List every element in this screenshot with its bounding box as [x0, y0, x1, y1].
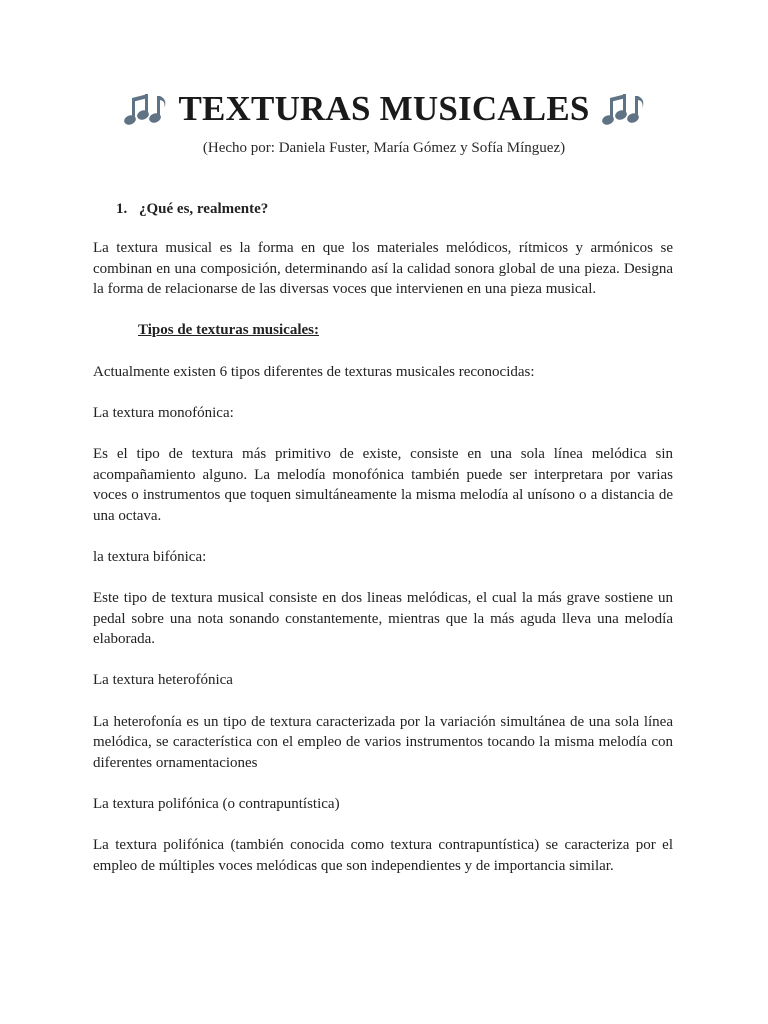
biphonic-paragraph: Este tipo de textura musical consiste en dos lineas melódicas, el cual la más grave sostiene un pedal sobre una nota sonando constantemente, mientras que la más aguda lleva una melodía elaborada. [93, 590, 673, 648]
types-subheading: Tipos de texturas musicales: [138, 322, 319, 339]
document-subtitle: (Hecho por: Daniela Fuster, María Gómez y Sofía Mínguez) [202, 140, 566, 156]
title-row [0, 88, 768, 130]
heterophonic-heading: La textura heterofónica [93, 672, 233, 689]
music-notes-icon [122, 88, 168, 130]
heterophonic-paragraph: La heterofonía es un tipo de textura caracterizada por la variación simultánea de una sola línea melódica, se característica con el empleo de varios instrumentos tocando la misma melodía con diferentes ornamentaciones [93, 713, 673, 771]
section-title: ¿Qué es, realmente? [139, 201, 269, 217]
document-body [93, 238, 673, 897]
types-intro-paragraph: Actualmente existen 6 tipos diferentes de texturas musicales reconocidas: [93, 363, 535, 380]
monophonic-heading: La textura monofónica: [93, 404, 234, 421]
polyphonic-paragraph: La textura polifónica (también conocida como textura contrapuntística) se caracteriza por el empleo de múltiples voces melódicas que son independientes y de importancia similar. [93, 837, 673, 874]
music-notes-icon [600, 88, 646, 130]
monophonic-paragraph: Es el tipo de textura más primitivo de existe, consiste en una sola línea melódica sin acompañamiento alguno. La melodía monofónica también puede ser interpretara por varias voces o instrumentos que toquen simultáneamente la misma melodía al unísono o a distancia de una octava. [93, 445, 673, 524]
document-title: TEXTURAS MUSICALES [178, 89, 590, 128]
biphonic-heading: la textura bifónica: [93, 548, 207, 565]
polyphonic-heading: La textura polifónica (o contrapuntística) [93, 796, 340, 813]
section-heading [116, 201, 268, 218]
section-number: 1. [116, 201, 128, 217]
intro-paragraph: La textura musical es la forma en que los materiales melódicos, rítmicos y armónicos se combinan en una composición, determinando así la calidad sonora global de una pieza. Designa la forma de relacionarse de las diversas voces que intervienen en una pieza musical. [93, 240, 673, 298]
